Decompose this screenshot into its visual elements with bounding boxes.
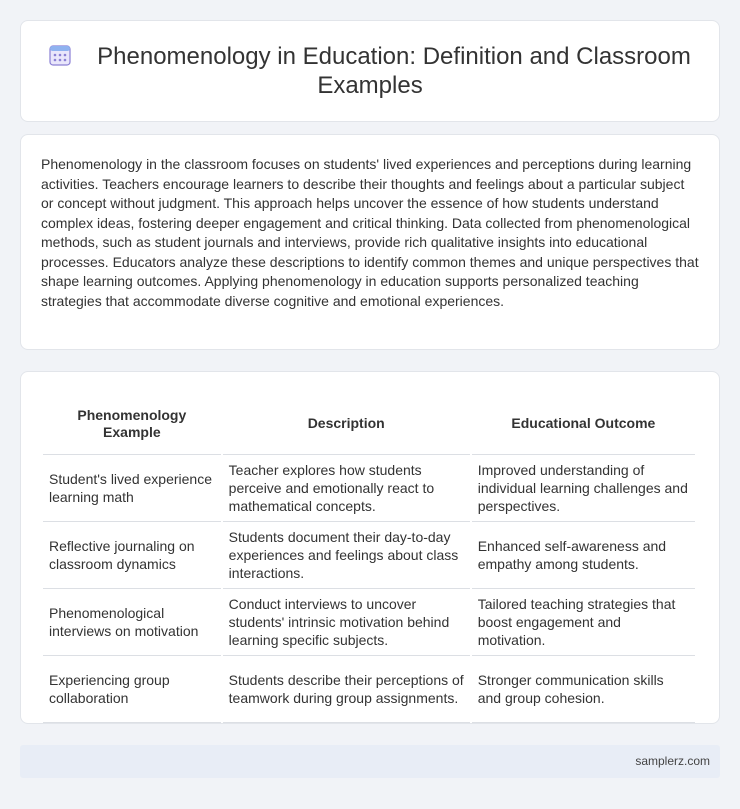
table-row [43,589,695,656]
table-row [43,656,695,723]
cell-example: Experiencing group collaboration [43,656,221,723]
cell-description: Students document their day-to-day experiences and feelings about class interactions. [223,522,470,589]
intro-paragraph: Phenomenology in the classroom focuses on students' lived experiences and perceptions during learning activities. Teachers encourage learners to describe their thoughts and feelings about a particular subject or concept without judgment. This approach helps uncover the essence of how students understand complex ideas, fostering deeper engagement and critical thinking. Data collected from phenomenological methods, such as student journals and interviews, provide rich qualitative insights into educational processes. Educators analyze these descriptions to identify common themes and unique perspectives that shape learning outcomes. Applying phenomenology in education supports personalized teaching strategies that accommodate diverse cognitive and emotional experiences. [41,156,699,309]
examples-table [41,393,697,723]
cell-outcome: Stronger communication skills and group cohesion. [472,656,695,723]
cell-example: Reflective journaling on classroom dynamics [43,522,221,589]
cell-example: Student's lived experience learning math [43,455,221,522]
cell-outcome: Enhanced self-awareness and empathy among students. [472,522,695,589]
cell-outcome: Improved understanding of individual learning challenges and perspectives. [472,455,695,522]
intro-card [20,134,720,350]
header-example: Phenomenology Example [43,393,221,455]
cell-description: Students describe their perceptions of teamwork during group assignments. [223,656,470,723]
footer [20,745,720,778]
title-card [20,20,720,122]
page-title-wrap [43,42,697,100]
page-title: Phenomenology in Education: Definition and Classroom Examples [97,43,691,99]
calendar-grid-icon [49,44,71,66]
header-outcome: Educational Outcome [472,393,695,455]
table-header-row [43,393,695,455]
table-row [43,455,695,522]
cell-description: Teacher explores how students perceive and emotionally react to mathematical concepts. [223,455,470,522]
table-row [43,522,695,589]
table-card [20,371,720,724]
cell-description: Conduct interviews to uncover students' intrinsic motivation behind learning specific subjects. [223,589,470,656]
footer-site-link[interactable]: samplerz.com [635,754,710,768]
cell-outcome: Tailored teaching strategies that boost engagement and motivation. [472,589,695,656]
header-description: Description [223,393,470,455]
cell-example: Phenomenological interviews on motivation [43,589,221,656]
